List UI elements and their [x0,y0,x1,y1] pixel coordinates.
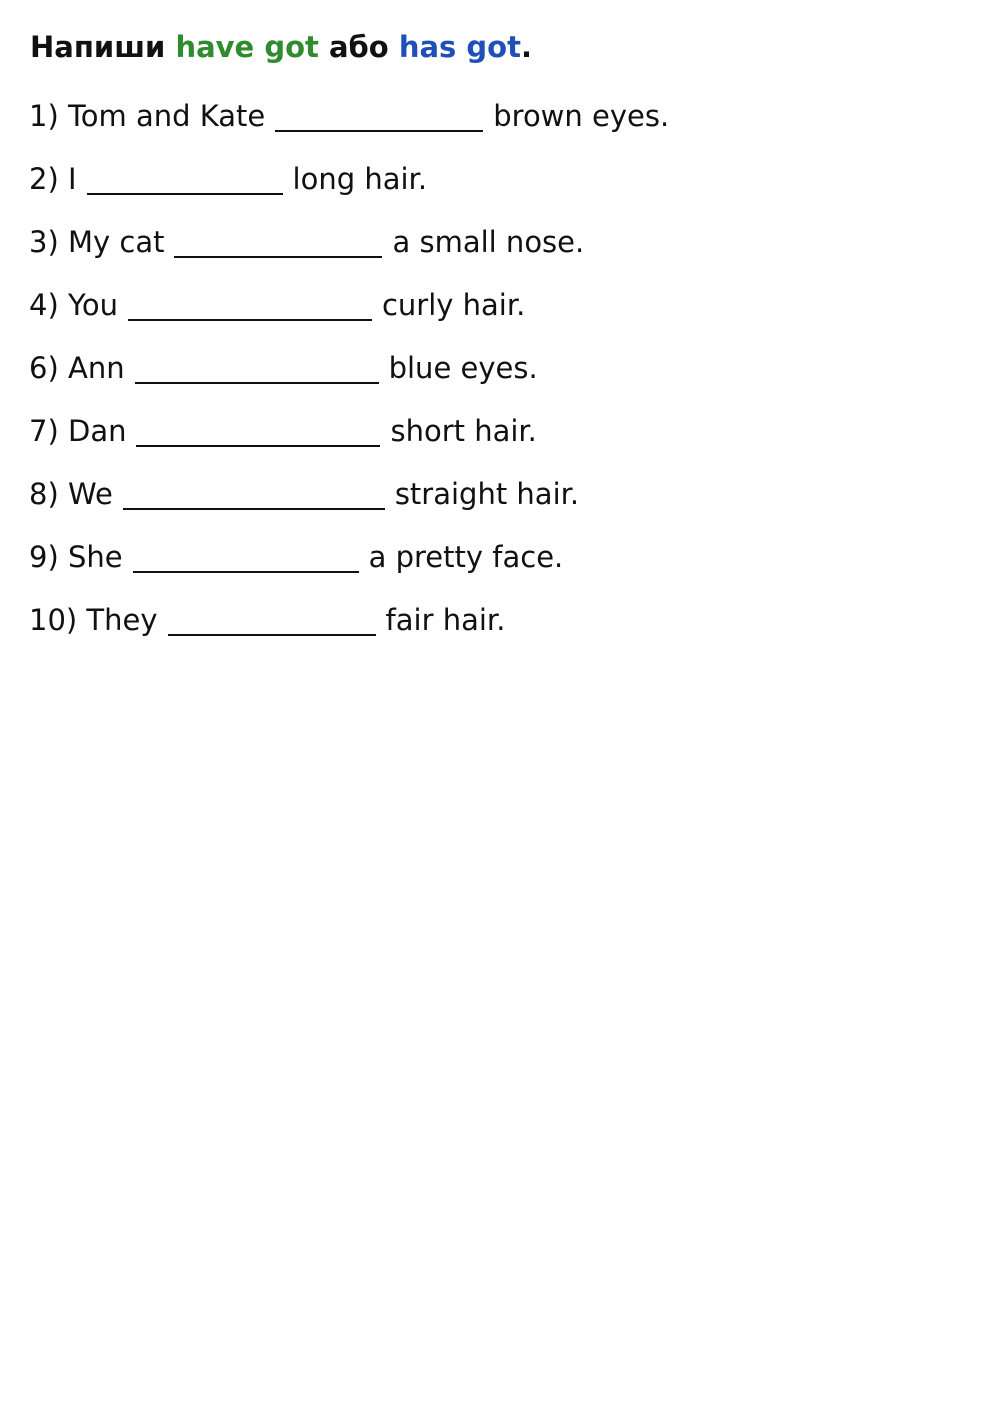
exercise-prompt: 8) We [29,477,113,511]
exercise-prompt: 9) She [29,540,123,574]
exercise-line-2 [29,159,427,196]
answer-blank[interactable] [135,354,379,384]
exercise-prompt: 7) Dan [29,414,127,448]
exercise-ending: curly hair. [381,288,526,322]
answer-blank[interactable] [275,102,483,132]
answer-blank[interactable] [87,165,283,195]
instruction-title [30,30,532,64]
exercise-prompt: 3) My cat [29,225,165,259]
exercise-line-4 [29,285,525,322]
exercise-prompt: 2) I [29,162,77,196]
exercise-prompt: 10) They [29,603,158,637]
answer-blank[interactable] [174,228,382,258]
exercise-line-10 [29,600,505,637]
answer-blank[interactable] [168,606,376,636]
option-have-got: have got [175,30,319,64]
exercise-ending: a small nose. [392,225,585,259]
exercise-ending: blue eyes. [388,351,538,385]
instruction-end: . [520,30,532,64]
exercise-ending: a pretty face. [368,540,564,574]
exercise-ending: long hair. [292,162,428,196]
exercise-line-7 [29,411,537,448]
exercise-ending: short hair. [390,414,537,448]
exercise-line-3 [29,222,584,259]
exercise-line-6 [29,348,538,385]
exercise-prompt: 1) Tom and Kate [29,99,266,133]
answer-blank[interactable] [136,417,380,447]
exercise-ending: brown eyes. [493,99,670,133]
exercise-prompt: 6) Ann [29,351,125,385]
exercise-ending: fair hair. [385,603,506,637]
instruction-connector: або [328,30,389,64]
exercise-line-8 [29,474,579,511]
instruction-prefix: Напиши [30,30,166,64]
answer-blank[interactable] [123,480,385,510]
exercise-prompt: 4) You [29,288,118,322]
exercise-ending: straight hair. [394,477,580,511]
exercise-line-9 [29,537,563,574]
answer-blank[interactable] [133,543,359,573]
answer-blank[interactable] [128,291,372,321]
option-has-got: has got [398,30,521,64]
exercise-line-1 [29,96,669,133]
